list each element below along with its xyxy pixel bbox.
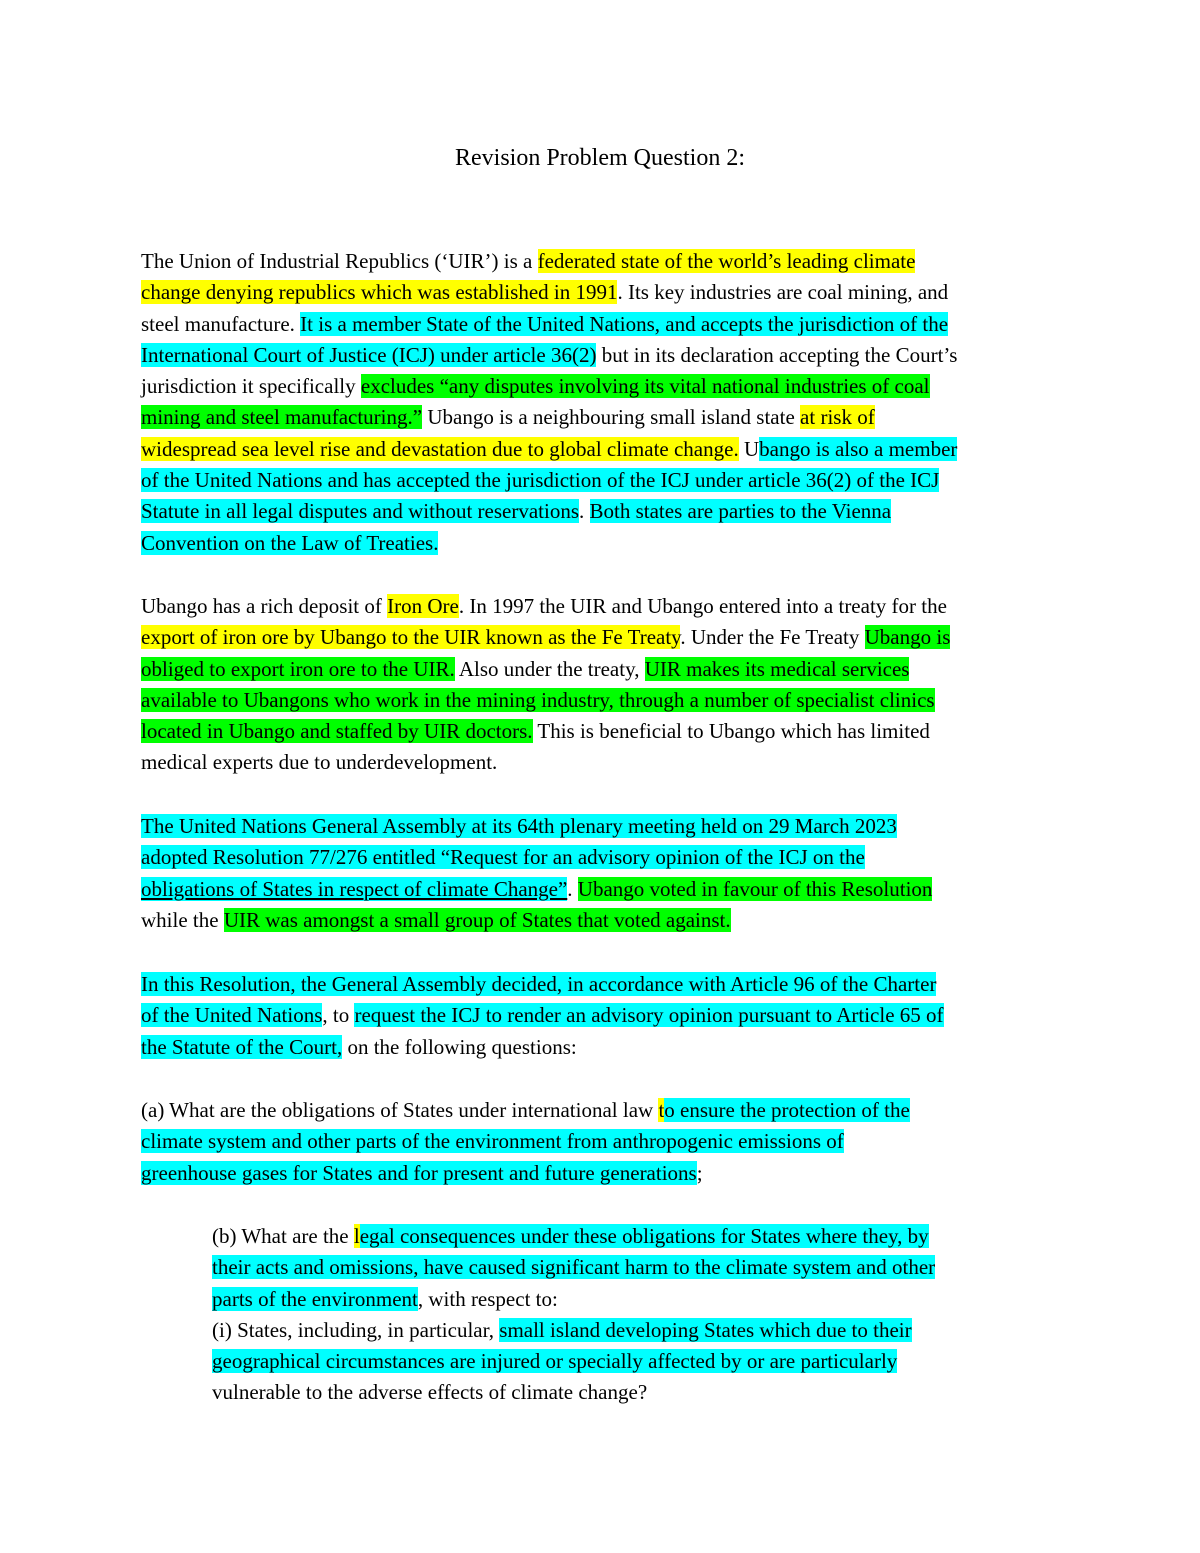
highlight-cyan: In this Resolution, the General Assembly decided, in accordance with Article 96 of the Charter: [141, 972, 937, 996]
text-line: [141, 747, 1066, 778]
paragraph-1: [141, 246, 1066, 559]
text-run: (b) What are the: [212, 1224, 354, 1248]
highlight-cyan: geographical circumstances are injured or specially affected by or are particularly: [212, 1349, 898, 1374]
text-run: but in its declaration accepting the Court’s: [596, 342, 958, 367]
highlight-cyan: Statute in all legal disputes and without reservations: [141, 499, 579, 524]
highlight-green: located in Ubango and staffed by UIR doctors.: [141, 719, 533, 744]
text-run: vulnerable to the adverse effects of climate change?: [212, 1380, 648, 1405]
highlight-cyan: parts of the environment: [212, 1286, 418, 1311]
text-line: [141, 905, 1066, 936]
text-line: [141, 528, 1066, 559]
text-line: [141, 1158, 1066, 1189]
highlight-yellow: at risk of: [800, 405, 875, 430]
paragraph-4: [141, 969, 1066, 1063]
text-run: .: [567, 876, 578, 901]
text-line: [141, 340, 1066, 371]
highlight-yellow: Iron Ore: [387, 594, 459, 618]
text-line: [212, 1284, 1072, 1315]
text-line: [141, 591, 1066, 622]
text-line: [141, 246, 1066, 277]
text-line: [141, 685, 1066, 716]
text-run: jurisdiction it specifically: [141, 374, 361, 399]
text-run: ;: [696, 1160, 703, 1185]
highlight-green: UIR was amongst a small group of States that voted against.: [223, 907, 731, 932]
text-run: , with respect to:: [417, 1286, 558, 1311]
text-line: [141, 309, 1066, 340]
highlight-cyan: adopted Resolution 77/276 entitled “Request for an advisory opinion of the ICJ on the: [141, 845, 865, 870]
highlight-cyan: The United Nations General Assembly at its 64th plenary meeting held on 29 March 2023: [141, 814, 897, 838]
highlight-green: UIR makes its medical services: [644, 656, 910, 681]
highlight-cyan: request the ICJ to render an advisory opinion pursuant to Article 65 of: [354, 1003, 944, 1028]
highlight-cyan: egal consequences under these obligations for States where they, by: [359, 1224, 929, 1248]
text-line: [212, 1252, 1072, 1283]
text-line: [141, 1032, 1066, 1063]
highlight-cyan: Convention on the Law of Treaties.: [141, 530, 439, 555]
text-line: [141, 969, 1066, 1000]
highlight-cyan: Both states are parties to the Vienna: [589, 499, 892, 524]
highlight-cyan: their acts and omissions, have caused significant harm to the climate system and other: [212, 1255, 936, 1280]
highlight-yellow: change denying republics which was established in 1991: [141, 280, 618, 305]
text-run: Also under the treaty,: [454, 656, 645, 681]
text-line: [141, 1095, 1066, 1126]
text-line: [141, 716, 1066, 747]
text-run: The Union of Industrial Republics (‘UIR’) is a: [141, 249, 538, 273]
text-run: .: [579, 499, 590, 524]
highlight-yellow: t: [658, 1098, 665, 1122]
text-run: This is beneficial to Ubango which has limited: [532, 719, 930, 744]
text-line: [141, 811, 1066, 842]
page-title: Revision Problem Question 2:: [455, 145, 745, 171]
highlight-cyan: of the United Nations: [141, 1003, 323, 1028]
highlight-green: mining and steel manufacturing.”: [141, 405, 423, 430]
text-line: [212, 1315, 1072, 1346]
text-run: (i) States, including, in particular,: [212, 1317, 500, 1342]
highlight-cyan: International Court of Justice (ICJ) under article 36(2): [141, 342, 597, 367]
paragraph-3: [141, 811, 1066, 936]
text-line: [141, 434, 1066, 465]
highlight-cyan: climate system and other parts of the environment from anthropogenic emissions of: [141, 1129, 844, 1154]
highlight-yellow: widespread sea level rise and devastation due to global climate change.: [141, 436, 739, 461]
text-line: [141, 1000, 1066, 1031]
text-run: on the following questions:: [342, 1034, 577, 1059]
highlight-yellow: export of iron ore by Ubango to the UIR known as the Fe Treaty: [141, 625, 681, 650]
text-run: Ubango is a neighbouring small island state: [422, 405, 801, 430]
text-run: , to: [322, 1003, 355, 1028]
highlight-green: available to Ubangons who work in the mining industry, through a number of specialist clinics: [141, 687, 935, 712]
text-run: U: [738, 436, 760, 461]
text-run: . Under the Fe Treaty: [680, 625, 865, 650]
paragraph-6: [212, 1221, 1072, 1409]
highlight-yellow: l: [353, 1224, 360, 1248]
text-line: [212, 1346, 1072, 1377]
highlight-green: Ubango voted in favour of this Resolution: [577, 876, 933, 901]
highlight-cyan: bango is also a member: [759, 436, 958, 461]
text-line: [141, 402, 1066, 433]
highlight-cyan: the Statute of the Court,: [141, 1034, 343, 1059]
text-line: [141, 496, 1066, 527]
highlight-cyan: greenhouse gases for States and for present and future generations: [141, 1160, 697, 1185]
highlight-cyan: obligations of States in respect of climate Change”: [141, 876, 568, 901]
text-line: [141, 1126, 1066, 1157]
text-run: steel manufacture.: [141, 311, 301, 336]
highlight-green: obliged to export iron ore to the UIR.: [141, 656, 455, 681]
text-line: [141, 465, 1066, 496]
text-run: medical experts due to underdevelopment.: [141, 750, 498, 775]
text-line: [141, 622, 1066, 653]
text-run: (a) What are the obligations of States under international law: [141, 1098, 659, 1122]
text-line: [141, 874, 1066, 905]
text-line: [212, 1221, 1072, 1252]
paragraph-5: [141, 1095, 1066, 1189]
highlight-green: Ubango is: [864, 625, 951, 650]
text-line: [141, 654, 1066, 685]
highlight-green: excludes “any disputes involving its vital national industries of coal: [360, 374, 930, 399]
highlight-cyan: small island developing States which due to their: [499, 1317, 912, 1342]
text-line: [141, 842, 1066, 873]
highlight-cyan: of the United Nations and has accepted the jurisdiction of the ICJ under article 36(2) of the ICJ: [141, 468, 940, 493]
text-run: Ubango has a rich deposit of: [141, 594, 388, 618]
text-run: . In 1997 the UIR and Ubango entered into a treaty for the: [458, 594, 947, 618]
paragraph-2: [141, 591, 1066, 779]
highlight-yellow: federated state of the world’s leading climate: [537, 249, 916, 273]
text-run: . Its key industries are coal mining, and: [617, 280, 949, 305]
text-line: [141, 277, 1066, 308]
highlight-cyan: It is a member State of the United Nations, and accepts the jurisdiction of the: [300, 311, 949, 336]
text-line: [212, 1377, 1072, 1408]
text-line: [141, 371, 1066, 402]
highlight-cyan: o ensure the protection of the: [664, 1098, 910, 1122]
text-run: while the: [141, 907, 224, 932]
